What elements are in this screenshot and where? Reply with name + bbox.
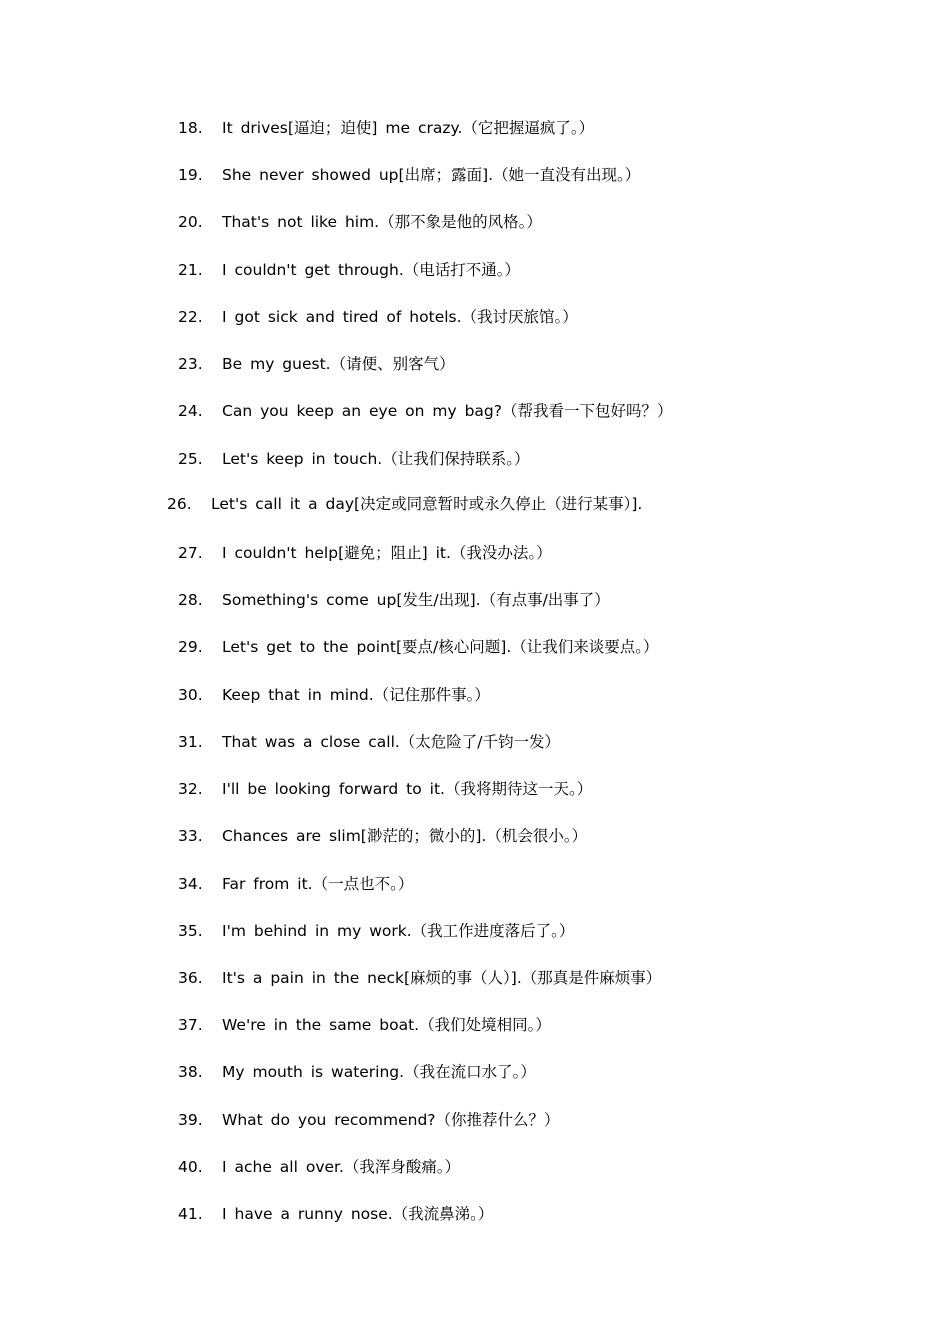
item-text: Can you keep an eye on my bag?（帮我看一下包好吗？） (222, 402, 673, 420)
item-number: 28. (178, 591, 203, 609)
item-number: 41. (178, 1205, 203, 1223)
list-item (178, 776, 592, 802)
item-number: 31. (178, 733, 203, 751)
item-text: Keep that in mind.（记住那件事。） (222, 686, 490, 704)
list-item (178, 351, 455, 377)
item-number: 25. (178, 450, 203, 468)
item-text: What do you recommend?（你推荐什么？） (222, 1111, 560, 1129)
item-text: We're in the same boat.（我们处境相同。） (222, 1016, 551, 1034)
list-item (178, 446, 529, 472)
item-text: I couldn't help[避免；阻止] it.（我没办法。） (222, 544, 552, 562)
item-number: 39. (178, 1111, 203, 1129)
list-item (178, 682, 490, 708)
item-number: 30. (178, 686, 203, 704)
item-text: Let's get to the point[要点/核心问题].（让我们来谈要点。） (222, 638, 659, 656)
item-text: Something's come up[发生/出现].（有点事/出事了） (222, 591, 610, 609)
item-text: I have a runny nose.（我流鼻涕。） (222, 1205, 494, 1223)
list-item (178, 304, 578, 330)
item-text: I'll be looking forward to it.（我将期待这一天。） (222, 780, 593, 798)
list-item (178, 540, 552, 566)
item-text: Let's keep in touch.（让我们保持联系。） (222, 450, 530, 468)
item-number: 32. (178, 780, 203, 798)
item-number: 23. (178, 355, 203, 373)
list-item (178, 871, 413, 897)
item-text: Far from it.（一点也不。） (222, 875, 414, 893)
list-item (178, 398, 673, 424)
item-text: She never showed up[出席；露面].（她一直没有出现。） (222, 166, 641, 184)
list-item (178, 1154, 460, 1180)
item-text: Let's call it a day[决定或同意暂时或永久停止（进行某事）]. (211, 495, 643, 513)
item-number: 24. (178, 402, 203, 420)
item-number: 20. (178, 213, 203, 231)
list-item (178, 162, 640, 188)
list-item (178, 823, 587, 849)
item-text: I'm behind in my work.（我工作进度落后了。） (222, 922, 575, 940)
list-item (178, 1107, 560, 1133)
list-item (178, 1012, 551, 1038)
list-item (178, 1201, 493, 1227)
item-number: 35. (178, 922, 203, 940)
list-item (178, 257, 520, 283)
item-text: That was a close call.（太危险了/千钧一发） (222, 733, 561, 751)
item-text: Be my guest.（请便、别客气） (222, 355, 455, 373)
item-number: 29. (178, 638, 203, 656)
item-number: 22. (178, 308, 203, 326)
item-number: 21. (178, 261, 203, 279)
item-number: 36. (178, 969, 203, 987)
item-text: I got sick and tired of hotels.（我讨厌旅馆。） (222, 308, 578, 326)
item-number: 18. (178, 119, 203, 137)
item-number: 34. (178, 875, 203, 893)
item-number: 37. (178, 1016, 203, 1034)
list-item (178, 729, 560, 755)
item-number: 26. (167, 495, 192, 513)
list-item (167, 491, 642, 517)
item-number: 33. (178, 827, 203, 845)
list-item (178, 1059, 536, 1085)
list-item (178, 634, 659, 660)
item-text: Chances are slim[渺茫的；微小的].（机会很小。） (222, 827, 588, 845)
item-text: I couldn't get through.（电话打不通。） (222, 261, 521, 279)
item-text: That's not like him.（那不象是他的风格。） (222, 213, 542, 231)
list-item (178, 918, 574, 944)
item-number: 19. (178, 166, 203, 184)
list-item (178, 965, 661, 991)
item-text: It drives[逼迫；迫使] me crazy.（它把握逼疯了。） (222, 119, 595, 137)
item-number: 40. (178, 1158, 203, 1176)
item-text: My mouth is watering.（我在流口水了。） (222, 1063, 536, 1081)
list-item (178, 115, 594, 141)
item-text: I ache all over.（我浑身酸痛。） (222, 1158, 461, 1176)
list-item (178, 209, 542, 235)
item-number: 27. (178, 544, 203, 562)
item-text: It's a pain in the neck[麻烦的事（人）].（那真是件麻烦事） (222, 969, 662, 987)
list-item (178, 587, 610, 613)
item-number: 38. (178, 1063, 203, 1081)
